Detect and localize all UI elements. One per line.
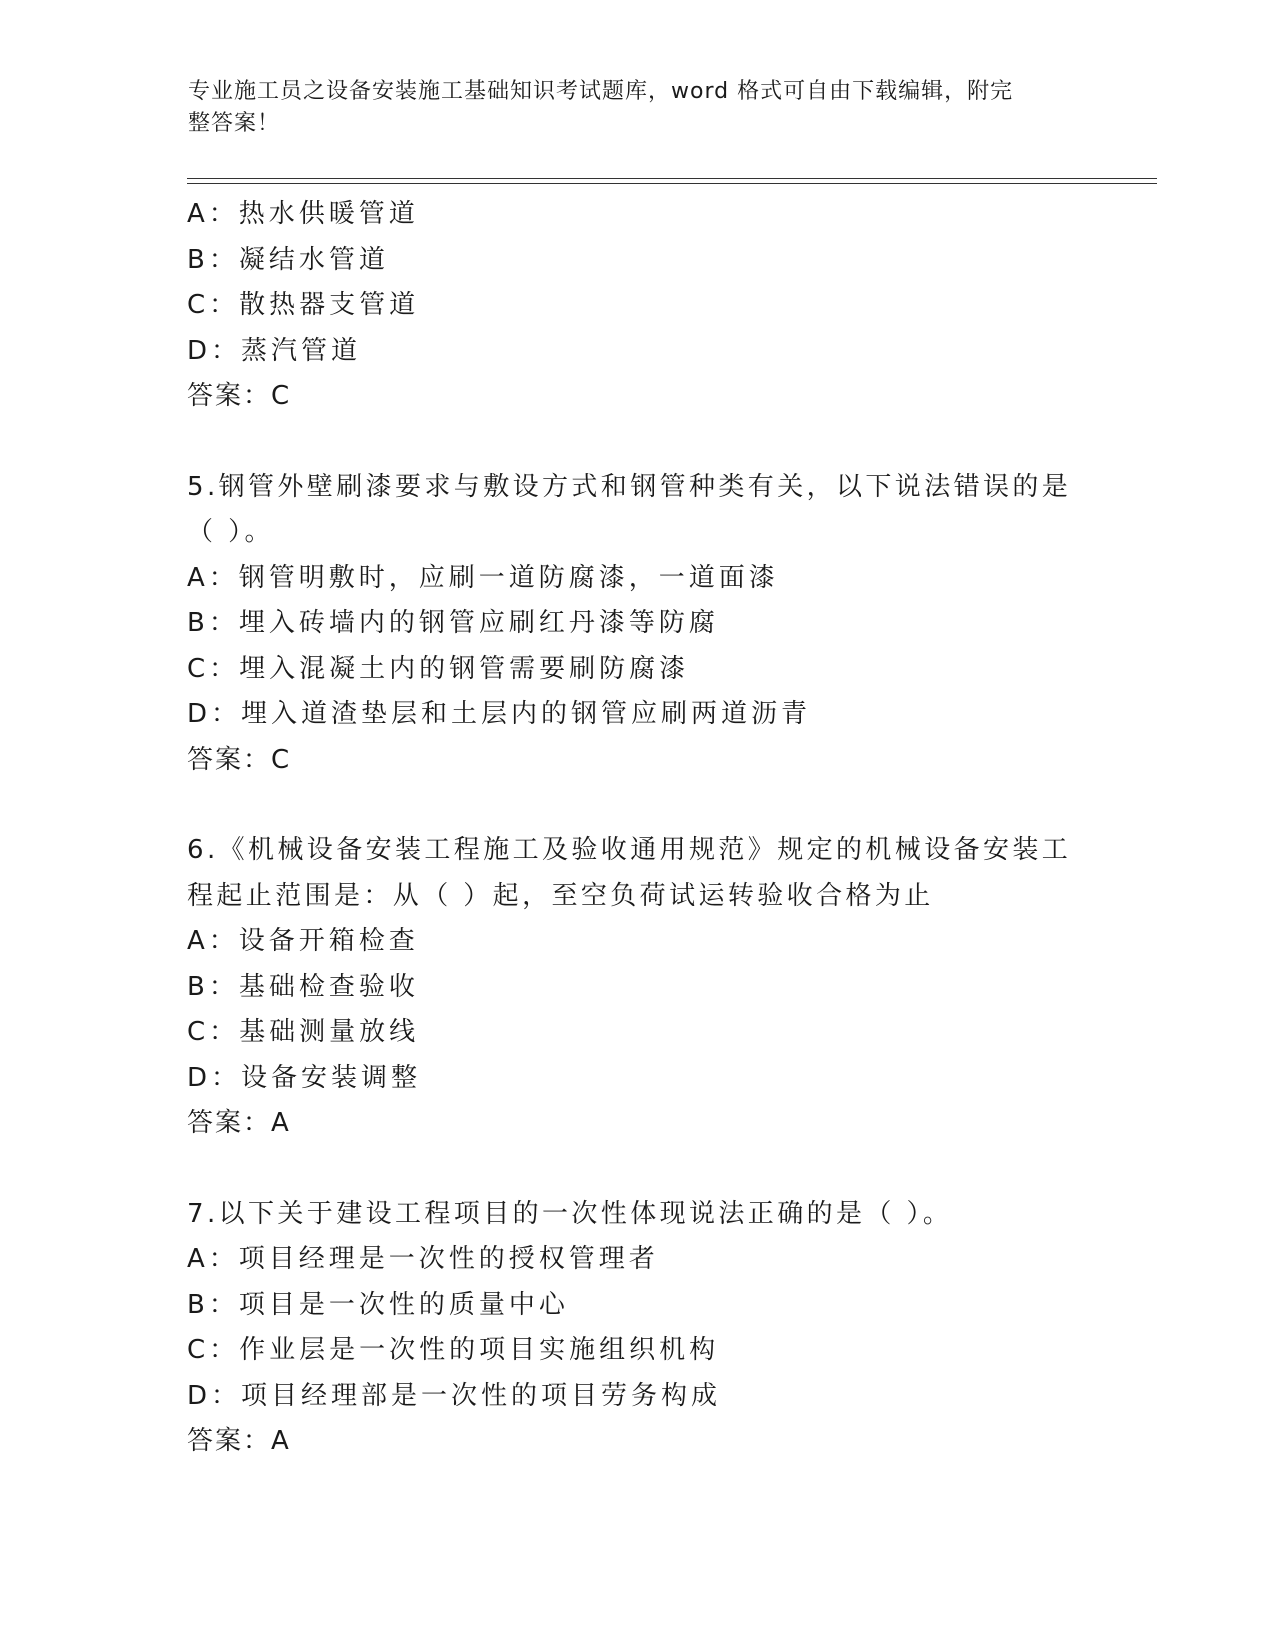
document-header xyxy=(188,76,1068,140)
block-spacer xyxy=(187,420,1087,465)
question-block xyxy=(187,1192,1087,1465)
answer-line: 答案：C xyxy=(187,744,292,775)
question-block xyxy=(187,828,1087,1147)
option-c: C：作业层是一次性的项目实施组织机构 xyxy=(187,1335,720,1365)
block-spacer xyxy=(187,1147,1087,1192)
answer-line: 答案：A xyxy=(187,1426,291,1456)
question-text: 5.钢管外壁刷漆要求与敷设方式和钢管种类有关，以下说法错误的是 xyxy=(187,471,1072,502)
header-divider-top xyxy=(187,178,1157,179)
answer-line: 答案：C xyxy=(187,381,292,411)
header-line-1: 专业施工员之设备安装施工基础知识考试题库，word 格式可自由下载编辑，附完 xyxy=(188,79,1014,104)
question-block xyxy=(187,465,1087,784)
header-line-2: 整答案！ xyxy=(188,111,281,136)
option-c: C：基础测量放线 xyxy=(187,1017,420,1047)
option-a: A：钢管明敷时，应刷一道防腐漆，一道面漆 xyxy=(187,562,779,593)
question-list xyxy=(187,192,1087,1465)
option-a: A：项目经理是一次性的授权管理者 xyxy=(187,1244,659,1274)
answer-line: 答案：A xyxy=(187,1108,291,1138)
question-block xyxy=(187,192,1087,420)
option-b: B：项目是一次性的质量中心 xyxy=(187,1289,569,1320)
header-divider-bottom xyxy=(187,183,1157,184)
option-c: C：埋入混凝土内的钢管需要刷防腐漆 xyxy=(187,653,690,684)
option-c: C：散热器支管道 xyxy=(187,290,420,320)
question-text: 7.以下关于建设工程项目的一次性体现说法正确的是（ ）。 xyxy=(187,1198,953,1229)
option-b: B：凝结水管道 xyxy=(187,244,389,275)
option-d: D：蒸汽管道 xyxy=(187,335,362,366)
option-d: D：设备安装调整 xyxy=(187,1062,422,1093)
option-a: A：热水供暖管道 xyxy=(187,199,419,229)
option-b: B：埋入砖墙内的钢管应刷红丹漆等防腐 xyxy=(187,608,719,638)
option-d: D：埋入道渣垫层和土层内的钢管应刷两道沥青 xyxy=(187,699,812,729)
option-a: A：设备开箱检查 xyxy=(187,926,419,956)
option-d: D：项目经理部是一次性的项目劳务构成 xyxy=(187,1380,722,1411)
question-text: 程起止范围是：从（ ）起，至空负荷试运转验收合格为止 xyxy=(187,880,934,911)
question-text: 6.《机械设备安装工程施工及验收通用规范》规定的机械设备安装工 xyxy=(187,835,1072,865)
question-text: （ ）。 xyxy=(187,517,274,547)
option-b: B：基础检查验收 xyxy=(187,971,419,1002)
block-spacer xyxy=(187,783,1087,828)
